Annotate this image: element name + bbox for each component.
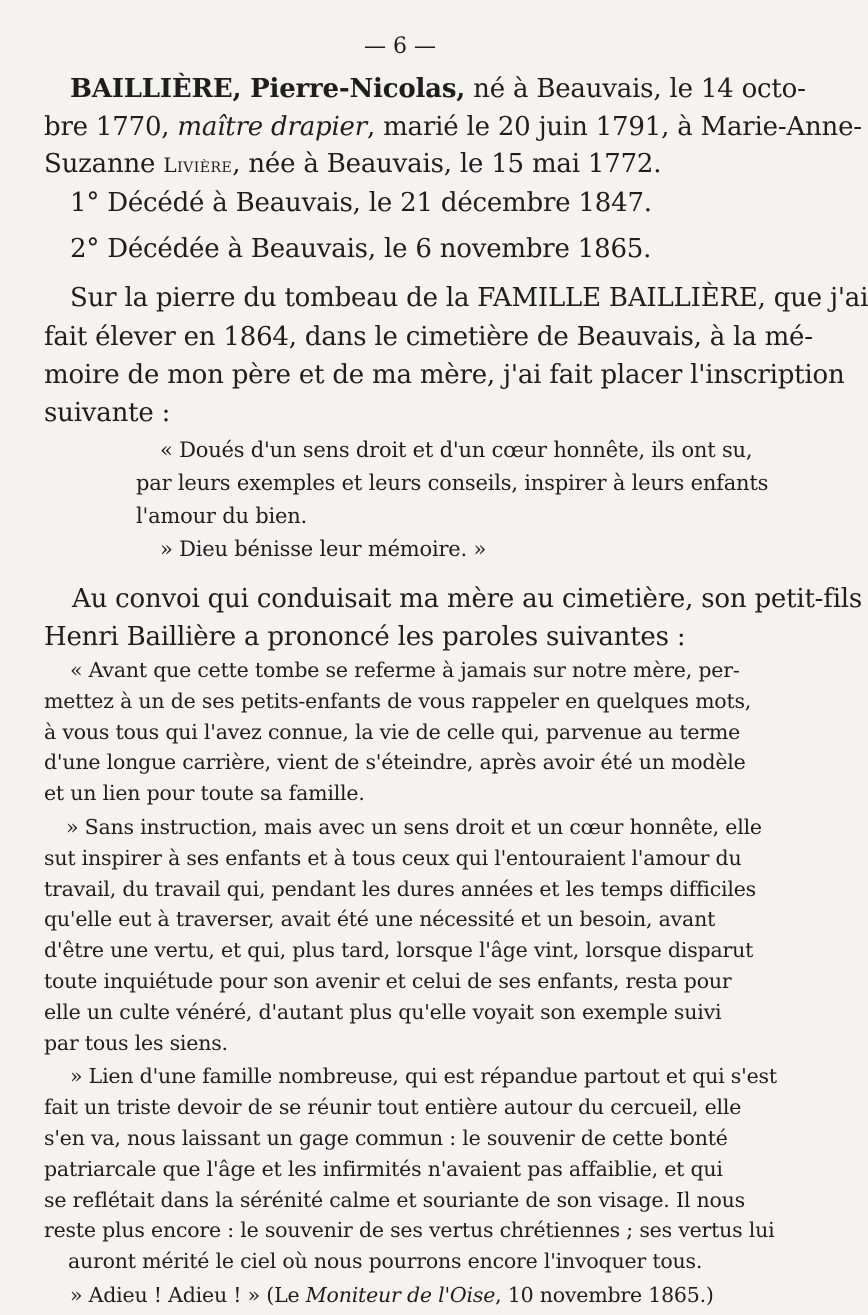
death-line-2: 2° Décédée à Beauvais, le 6 novembre 1865. bbox=[70, 234, 652, 264]
speech2-line-8: par tous les siens. bbox=[44, 1030, 228, 1055]
speech3-line-2: fait un triste devoir de se réunir tout entière autour du cercueil, elle bbox=[44, 1095, 742, 1120]
speech1-line-4: d'une longue carrière, vient de s'éteindre, après avoir été un modèle bbox=[44, 750, 746, 775]
closing-a: » Adieu ! Adieu ! » (Le bbox=[70, 1283, 306, 1307]
entry-line-3-a: Suzanne bbox=[44, 149, 164, 179]
speech3-line-5: se reflétait dans la sérénité calme et souriante de son visage. Il nous bbox=[44, 1187, 745, 1212]
closing-source: Moniteur de l'Oise bbox=[305, 1283, 496, 1307]
speech2-line-4: qu'elle eut à traverser, avait été une nécessité et un besoin, avant bbox=[44, 907, 716, 932]
entry-line-3 bbox=[44, 151, 661, 177]
speech1-line-5: et un lien pour toute sa famille. bbox=[44, 781, 365, 806]
entry-line-2-a: bre 1770, bbox=[44, 112, 178, 142]
speech2-line-7: elle un culte vénéré, d'autant plus qu'elle voyait son exemple suivi bbox=[44, 999, 722, 1024]
tomb-line-3: moire de mon père et de ma mère, j'ai fait placer l'inscription bbox=[44, 360, 845, 390]
closing-line bbox=[70, 1285, 714, 1306]
closing-b: , 10 novembre 1865.) bbox=[495, 1283, 714, 1307]
convoy-line-1: Au convoi qui conduisait ma mère au cimetière, son petit-fils bbox=[72, 584, 863, 614]
speech2-line-5: d'être une vertu, et qui, plus tard, lorsque l'âge vint, lorsque disparut bbox=[44, 938, 754, 963]
speech2-line-2: sut inspirer à ses enfants et à tous ceux qui l'entouraient l'amour du bbox=[44, 845, 742, 870]
entry-line-2 bbox=[44, 114, 862, 140]
entry-line-3-b: , née à Beauvais, le 15 mai 1772. bbox=[232, 149, 662, 179]
speech2-line-6: toute inquiétude pour son avenir et celui de ses enfants, resta pour bbox=[44, 969, 732, 993]
death-line-1: 1° Décédé à Beauvais, le 21 décembre 1847. bbox=[70, 188, 652, 218]
entry-line-2-b: , marié le 20 juin 1791, à Marie-Anne- bbox=[366, 112, 862, 142]
entry-line-1-text: né à Beauvais, le 14 octo- bbox=[465, 74, 806, 104]
speech3-line-7: auront mérité le ciel où nous pourrons encore l'invoquer tous. bbox=[68, 1249, 703, 1274]
occupation: maître drapier bbox=[177, 112, 367, 142]
speech1-line-1: « Avant que cette tombe se referme à jamais sur notre mère, per- bbox=[70, 658, 740, 682]
inscription-line-1: « Doués d'un sens droit et d'un cœur honnête, ils ont su, bbox=[160, 438, 753, 462]
speech2-line-1: » Sans instruction, mais avec un sens droit et un cœur honnête, elle bbox=[66, 815, 762, 839]
speech3-line-3: s'en va, nous laissant un gage commun : le souvenir de cette bonté bbox=[44, 1126, 728, 1150]
tomb-line-4: suivante : bbox=[44, 398, 171, 428]
speech3-line-1: » Lien d'une famille nombreuse, qui est répandue partout et qui s'est bbox=[70, 1064, 777, 1089]
inscription-line-4: » Dieu bénisse leur mémoire. » bbox=[160, 537, 487, 561]
entry-line-1 bbox=[70, 76, 806, 102]
page-number: — 6 — bbox=[364, 34, 436, 59]
convoy-line-2: Henri Baillière a prononcé les paroles suivantes : bbox=[44, 622, 686, 652]
speech1-line-3: à vous tous qui l'avez connue, la vie de celle qui, parvenue au terme bbox=[44, 719, 741, 744]
entry-name: BAILLIÈRE, Pierre-Nicolas, bbox=[70, 74, 466, 104]
speech1-line-2: mettez à un de ses petits-enfants de vous rappeler en quelques mots, bbox=[44, 688, 752, 713]
speech3-line-4: patriarcale que l'âge et les infirmités n'avaient pas affaiblie, et qui bbox=[44, 1156, 723, 1181]
speech3-line-6: reste plus encore : le souvenir de ses vertus chrétiennes ; ses vertus lui bbox=[44, 1218, 775, 1243]
tomb-line-1: Sur la pierre du tombeau de la FAMILLE BAILLIÈRE, que j'ai bbox=[70, 283, 868, 313]
inscription-line-2: par leurs exemples et leurs conseils, inspirer à leurs enfants bbox=[136, 471, 769, 495]
spouse-surname: Livière bbox=[163, 153, 233, 177]
speech2-line-3: travail, du travail qui, pendant les dures années et les temps difficiles bbox=[44, 876, 756, 901]
inscription-line-3: l'amour du bien. bbox=[136, 504, 308, 528]
tomb-line-2: fait élever en 1864, dans le cimetière de Beauvais, à la mé- bbox=[44, 322, 813, 352]
